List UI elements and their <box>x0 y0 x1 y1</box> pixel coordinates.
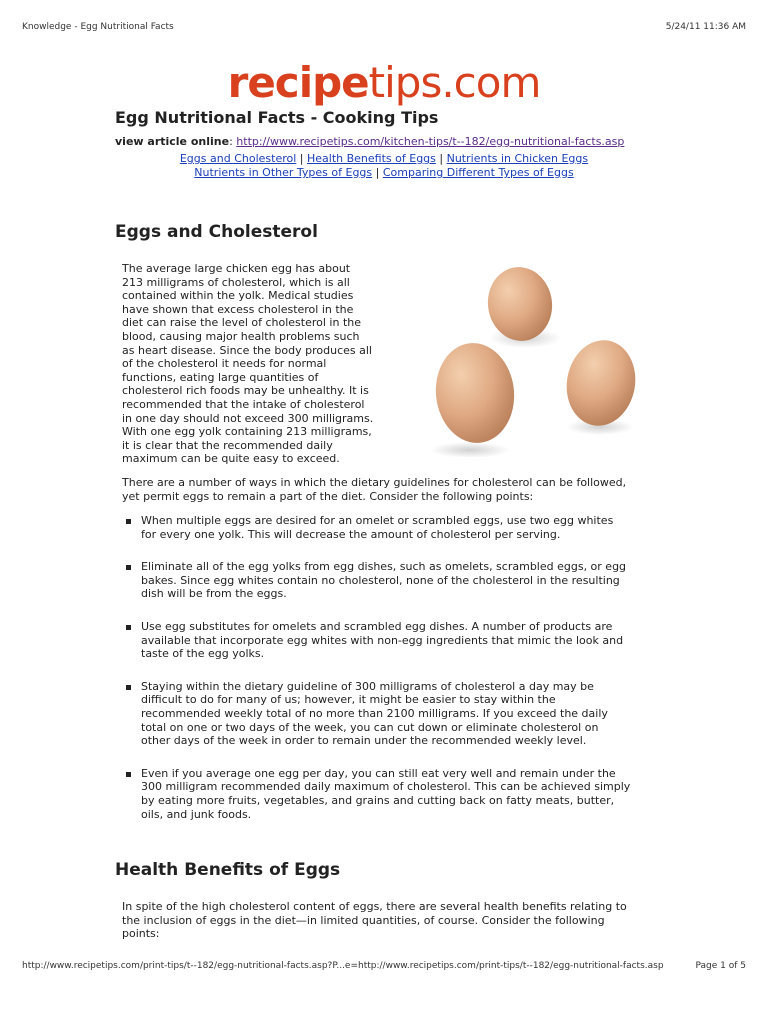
text-line: as heart disease. Since the body produces all <box>122 343 372 357</box>
cholesterol-tips-list <box>122 514 642 840</box>
text-line: 300 milligram recommended daily maximum of cholesterol. This can be achieved simply <box>141 780 631 794</box>
page-title: Egg Nutritional Facts - Cooking Tips <box>115 108 439 127</box>
list-item <box>122 767 642 821</box>
bullet-icon <box>126 519 131 524</box>
logo-part-recipe: recipe <box>227 58 369 107</box>
text-line: by eating more fruits, vegetables, and grains and cutting back on fatty meats, butter, <box>141 793 615 807</box>
bullet-icon <box>126 625 131 630</box>
list-item <box>122 680 642 748</box>
egg-shadow <box>430 442 510 457</box>
bullet-icon <box>126 565 131 570</box>
text-line: yet permit eggs to remain a part of the diet. Consider the following points: <box>122 489 534 503</box>
egg-right <box>560 335 642 432</box>
text-line: difficult to do for many of us; however, it might be easier to stay within the <box>141 693 556 707</box>
text-line: recommended weekly total of no more than 2100 milligrams. If you exceed the daily <box>141 706 608 720</box>
text-line: Even if you average one egg per day, you can still eat very well and remain under the <box>141 766 616 780</box>
list-item <box>122 560 642 601</box>
text-line: With one egg yolk containing 213 milligrams, <box>122 425 372 439</box>
nav-link-comparing-eggs[interactable]: Comparing Different Types of Eggs <box>382 166 574 179</box>
bullet-icon <box>126 772 131 777</box>
text-line: recommended that the intake of cholesterol <box>122 397 365 411</box>
text-line: taste of the egg yolks. <box>141 647 265 661</box>
nav-link-other-eggs[interactable]: Nutrients in Other Types of Eggs <box>194 166 373 179</box>
text-line: dish will be from the eggs. <box>141 587 287 601</box>
logo-part-tips: tips.com <box>368 58 541 107</box>
text-line: total on one or two days of the week, you can cut down or eliminate cholesterol on <box>141 720 599 734</box>
article-link-row: view article online: http://www.recipetips.com/kitchen-tips/t--182/egg-nutritional-facts.asp <box>115 135 625 148</box>
text-line: Staying within the dietary guideline of 300 milligrams of cholesterol a day may be <box>141 679 594 693</box>
text-line: Use egg substitutes for omelets and scrambled egg dishes. A number of products are <box>141 619 613 633</box>
health-benefits-paragraph <box>122 900 652 941</box>
eggs-photo <box>425 262 650 457</box>
text-line: for every one yolk. This will decrease the amount of cholesterol per serving. <box>141 527 561 541</box>
bullet-icon <box>126 685 131 690</box>
nav-link-health-benefits[interactable]: Health Benefits of Eggs <box>307 152 436 165</box>
cholesterol-guidelines-paragraph <box>122 476 642 503</box>
cholesterol-intro-paragraph <box>122 262 373 466</box>
heading-eggs-cholesterol: Eggs and Cholesterol <box>115 222 318 242</box>
nav-link-chicken-eggs[interactable]: Nutrients in Chicken Eggs <box>446 152 589 165</box>
text-line: of the cholesterol it needs for normal <box>122 357 327 371</box>
text-line: maximum can be quite easy to exceed. <box>122 452 340 466</box>
text-line: Eliminate all of the egg yolks from egg dishes, such as omelets, scrambled eggs, or egg <box>141 560 627 574</box>
text-line: in one day should not exceed 300 milligrams. <box>122 411 374 425</box>
text-line: have shown that excess cholesterol in the <box>122 302 354 316</box>
egg-left <box>431 339 519 447</box>
print-footer-page: Page 1 of 5 <box>695 961 746 971</box>
text-line: The average large chicken egg has about <box>122 262 351 275</box>
text-line: available that incorporate egg whites with non-egg ingredients that mimic the look and <box>141 633 624 647</box>
text-line: There are a number of ways in which the dietary guidelines for cholesterol can be followed, <box>122 476 627 489</box>
list-item <box>122 514 642 541</box>
article-label: view article online <box>115 135 230 148</box>
text-line: cholesterol rich foods may be unhealthy. It is <box>122 384 369 398</box>
text-line: In spite of the high cholesterol content of eggs, there are several health benefits relating to <box>122 900 627 913</box>
text-line: diet can raise the level of cholesterol in the <box>122 316 362 330</box>
nav-link-eggs-cholesterol[interactable]: Eggs and Cholesterol <box>179 152 297 165</box>
text-line: the inclusion of eggs in the diet—in limited quantities, of course. Consider the following <box>122 913 605 927</box>
text-line: blood, causing major health problems such <box>122 329 360 343</box>
text-line: points: <box>122 927 160 941</box>
article-url-link[interactable]: http://www.recipetips.com/kitchen-tips/t--182/egg-nutritional-facts.asp <box>236 135 625 148</box>
print-footer-url: http://www.recipetips.com/print-tips/t--182/egg-nutritional-facts.asp?P...e=http://www.recipetips.com/print-tips/t--182/egg-nutritional-facts.asp <box>22 961 664 971</box>
section-nav: Eggs and Cholesterol | Health Benefits of Eggs | Nutrients in Chicken Eggs Nutrients in Other Types of Eggs | Comparing Different Types of Eggs <box>179 152 589 179</box>
text-line: contained within the yolk. Medical studies <box>122 289 354 303</box>
text-line: functions, eating large quantities of <box>122 370 319 384</box>
text-line: it is clear that the recommended daily <box>122 438 333 452</box>
text-line: 213 milligrams of cholesterol, which is all <box>122 275 350 289</box>
text-line: When multiple eggs are desired for an omelet or scrambled eggs, use two egg whites <box>141 514 614 527</box>
text-line: oils, and junk foods. <box>141 807 252 821</box>
text-line: bakes. Since egg whites contain no cholesterol, none of the cholesterol in the resulting <box>141 573 620 587</box>
heading-health-benefits: Health Benefits of Eggs <box>115 860 341 880</box>
text-line: other days of the week in order to remain under the recommended weekly level. <box>141 734 587 748</box>
site-logo[interactable] <box>0 58 768 107</box>
print-header-title: Knowledge - Egg Nutritional Facts <box>22 22 174 32</box>
list-item <box>122 620 642 661</box>
print-header-date: 5/24/11 11:36 AM <box>665 22 746 32</box>
